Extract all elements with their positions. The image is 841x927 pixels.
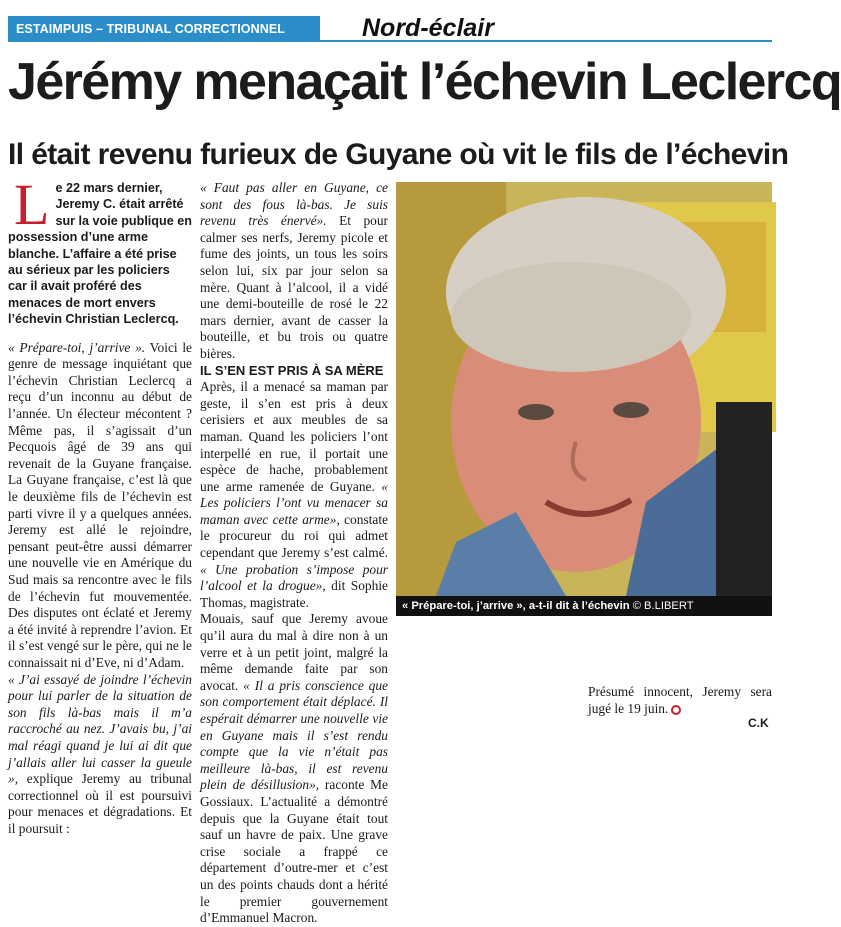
end-mark-icon bbox=[671, 705, 681, 715]
photo-caption bbox=[396, 596, 772, 616]
drop-cap: L bbox=[14, 172, 50, 237]
paragraph-1: « Prépare-toi, j’arrive ». Voici le genre de message inquiétant que l’échevin Christian Leclercq a reçu d’un inconnu au début de l’année. Un électeur mécontent ? Même pas, il s’agissait d’un Pecquois âgé de 39 ans qui revenait de la Guyane française. La Guyane française, c’est là que le deuxième fils de l’échevin est parti vivre il y a quelques années. Jeremy est allé le rejoindre, pensant peut-être aussi démarrer une nouvelle vie en Amérique du Sud mais sa rencontre avec le fils de l’échevin fut mouvementée. Des disputes ont éclaté et Jeremy a été invité à reprendre l’avion. Et il s’est vengé sur le père, qui ne le connaissait ni d’Eve, ni d’Adam. bbox=[8, 339, 193, 670]
headline: Jérémy menaçait l’échevin Leclercq bbox=[8, 53, 841, 111]
article-photo bbox=[396, 182, 772, 596]
caption-quote: « Prépare-toi, j’arrive », a-t-il dit à l’échevin bbox=[402, 600, 630, 612]
article-column-2 bbox=[200, 180, 389, 926]
paragraph-5: Présumé innocent, Jeremy sera jugé le 19 juin. bbox=[588, 684, 772, 716]
quote: « J’ai essayé de joindre l’échevin pour lui parler de la situation de son fils là-bas mais il m’a raccroché au nez. J’avais bu, j’ai mal réagi quand je lui ai dit que j’allais aller lui casser la gueule » bbox=[8, 671, 192, 787]
quote: « Prépare-toi, j’arrive ». bbox=[8, 339, 146, 355]
quote: « Faut pas aller en Guyane, ce sont des fous là-bas. Je suis revenu très énervé». bbox=[200, 180, 388, 229]
portrait-illustration bbox=[396, 182, 772, 596]
author-initials: C.K bbox=[748, 716, 769, 730]
article-lede: e 22 mars dernier, Jeremy C. était arrêté sur la voie publique en possession d’une arme blanche. L’affaire a été prise au sérieux par les policiers car il avait proféré des menaces de mort envers l’échevin Christian Leclercq. bbox=[8, 181, 192, 327]
article-column-5 bbox=[588, 684, 772, 717]
section-rubric: ESTAIMPUIS – TRIBUNAL CORRECTIONNEL bbox=[8, 16, 320, 42]
article-column-1 bbox=[8, 172, 193, 837]
subheadline: Il était revenu furieux de Guyane où vit le fils de l’échevin bbox=[8, 138, 789, 171]
newspaper-name: Nord-éclair bbox=[362, 14, 494, 42]
photo-credit: © B.LIBERT bbox=[632, 600, 694, 612]
paragraph-4: Mouais, sauf que Jeremy avoue qu’il aura du mal à dire non à un verre et à un petit joint, malgré la même demande faite par son avocat. « Il a pris conscience que son comportement était déplacé. Il espérait démarrer une nouvelle vie en Guyane mais il s’est rendu compte que la vie n’était pas meilleure là-bas, il est revenu plein de désillusion», raconte Me Gossiaux. L’actualité a démontré depuis que la Guyane était tout sauf un havre de paix. Une grave crise sociale a frappé ce département d’outre-mer et c’est un des points chauds dont a hérité le premier gouvernement d’Emmanuel Macron. bbox=[200, 611, 389, 926]
paragraph-2: « J’ai essayé de joindre l’échevin pour lui parler de la situation de son fils là-bas mais il m’a raccroché au nez. J’avais bu, j’ai mal réagi quand je lui ai dit que j’allais aller lui casser la gueule », explique Jeremy au tribunal correctionnel où il est poursuivi pour menaces et dégradations. Et il poursuit : bbox=[8, 671, 192, 836]
paragraph-3: Après, il a menacé sa maman par geste, il s’en est pris à deux cerisiers et aux meubles de sa maman. Quand les policiers l’ont interpellé en rue, il portait une espèce de hache, probablement une arme ramenée de Guyane. « Les policiers l’ont vu menacer sa maman avec cette arme», constate le procureur du roi qui admet cependant que Jeremy s’est calmé. « Une probation s’impose pour l’alcool et la drogue», dit Sophie Thomas, magistrate. bbox=[200, 379, 388, 610]
section-title: IL S’EN EST PRIS À SA MÈRE bbox=[200, 362, 384, 378]
paragraph-2-cont: « Faut pas aller en Guyane, ce sont des fous là-bas. Je suis revenu très énervé». Et pour calmer ses nerfs, Jeremy picole et fume des joints, un tous les soirs selon lui, six par jour selon sa mère. Quant à l’alcool, il a vidé une demi-bouteille de rosé le 22 mars dernier, avant de casser la bouteille, et bu trois ou quatre bières. bbox=[200, 180, 388, 361]
